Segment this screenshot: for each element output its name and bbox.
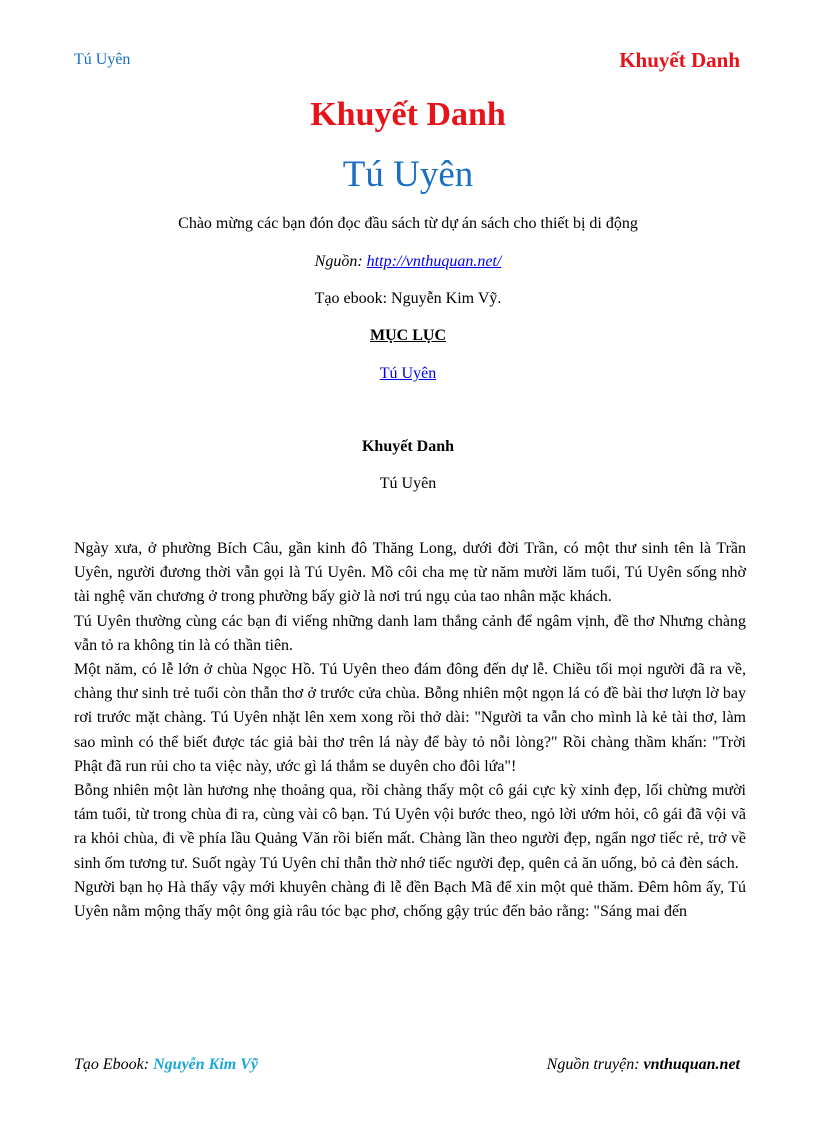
header-title: Khuyết Danh — [619, 48, 740, 72]
paragraph: Tú Uyên thường cùng các bạn đi viếng những danh lam thắng cảnh để ngâm vịnh, đề thơ Nhưng chàng vẫn tỏ ra không tin là có thần tiên. — [74, 612, 746, 654]
paragraph: Bỗng nhiên một làn hương nhẹ thoảng qua, rồi chàng thấy một cô gái cực kỳ xinh đẹp, lối chừng mười tám tuổi, từ trong chùa đi ra, cùng vài cô bạn. Tú Uyên vội bước theo, ngỏ lời ướm hỏi, cô gái đã vội vã ra khỏi chùa, đi về phía lầu Quảng Văn rồi biến mất. Chàng lần theo người đẹp, ngẩn ngơ tiếc rẻ, trở về sinh ốm tương tư. Suốt ngày Tú Uyên chỉ thẫn thờ nhớ tiếc người đẹp, quên cả ăn uống, bỏ cả đèn sách. — [74, 782, 746, 872]
header-author: Tú Uyên — [74, 51, 131, 68]
footer-source-label: Nguồn truyện: — [546, 1056, 640, 1073]
section-author: Khuyết Danh — [361, 438, 455, 455]
toc-heading: MỤC LỤC — [370, 327, 446, 344]
page-subtitle: Tú Uyên — [342, 154, 474, 195]
section-title: Tú Uyên — [379, 475, 437, 492]
toc-item-tu-uyen[interactable]: Tú Uyên — [379, 365, 437, 382]
welcome-text: Chào mừng các bạn đón đọc đầu sách từ dự án sách cho thiết bị di động — [178, 215, 638, 232]
paragraph: Ngày xưa, ở phường Bích Câu, gần kinh đô Thăng Long, dưới đời Trần, có một thư sinh tên là Trần Uyên, người đương thời vẫn gọi là Tú Uyên. Mồ côi cha mẹ từ năm mười lăm tuổi, Tú Uyên sống nhờ tài nghệ văn chương ở trong phường bấy giờ là nơi trú ngụ của tao nhân mặc khách. — [74, 540, 746, 606]
paragraph: Người bạn họ Hà thấy vậy mới khuyên chàng đi lễ đền Bạch Mã để xin một quẻ thăm. Đêm hôm ấy, Tú Uyên nằm mộng thấy một ông già râu tóc bạc phơ, chống gậy trúc đến bảo rằng: "Sáng mai đến — [74, 878, 746, 921]
page-title: Khuyết Danh — [310, 96, 506, 133]
source-label: Nguồn: — [314, 253, 363, 270]
footer-source-site: vnthuquan.net — [643, 1056, 740, 1073]
footer-ebook-credit — [74, 1056, 258, 1074]
footer-ebook-name: Nguyễn Kim Vỹ — [153, 1056, 258, 1073]
footer-ebook-label: Tạo Ebook: — [74, 1056, 150, 1073]
story-body — [74, 537, 746, 924]
ebook-creator: Tạo ebook: Nguyễn Kim Vỹ. — [314, 290, 502, 307]
source-link[interactable]: http://vnthuquan.net/ — [366, 253, 502, 270]
paragraph: Một năm, có lễ lớn ở chùa Ngọc Hồ. Tú Uyên theo đám đông đến dự lễ. Chiều tối mọi người đã ra về, chàng thư sinh trẻ tuổi còn thẫn thơ ở trước cửa chùa. Bỗng nhiên một ngọn lá có đề bài thơ lượn lờ bay rơi trước mặt chàng. Tú Uyên nhặt lên xem xong rồi thở dài: "Người ta vẫn cho mình là kẻ tài thơ, làm sao mình có thể biết được tác giả bài thơ trên lá này để bày tỏ nỗi lòng?" Rồi chàng thầm khấn: "Trời Phật đã run rủi cho ta việc này, ước gì lá thắm se duyên cho đôi lứa"! — [74, 661, 746, 775]
footer-source-credit — [547, 1056, 740, 1074]
source-line — [0, 253, 816, 271]
